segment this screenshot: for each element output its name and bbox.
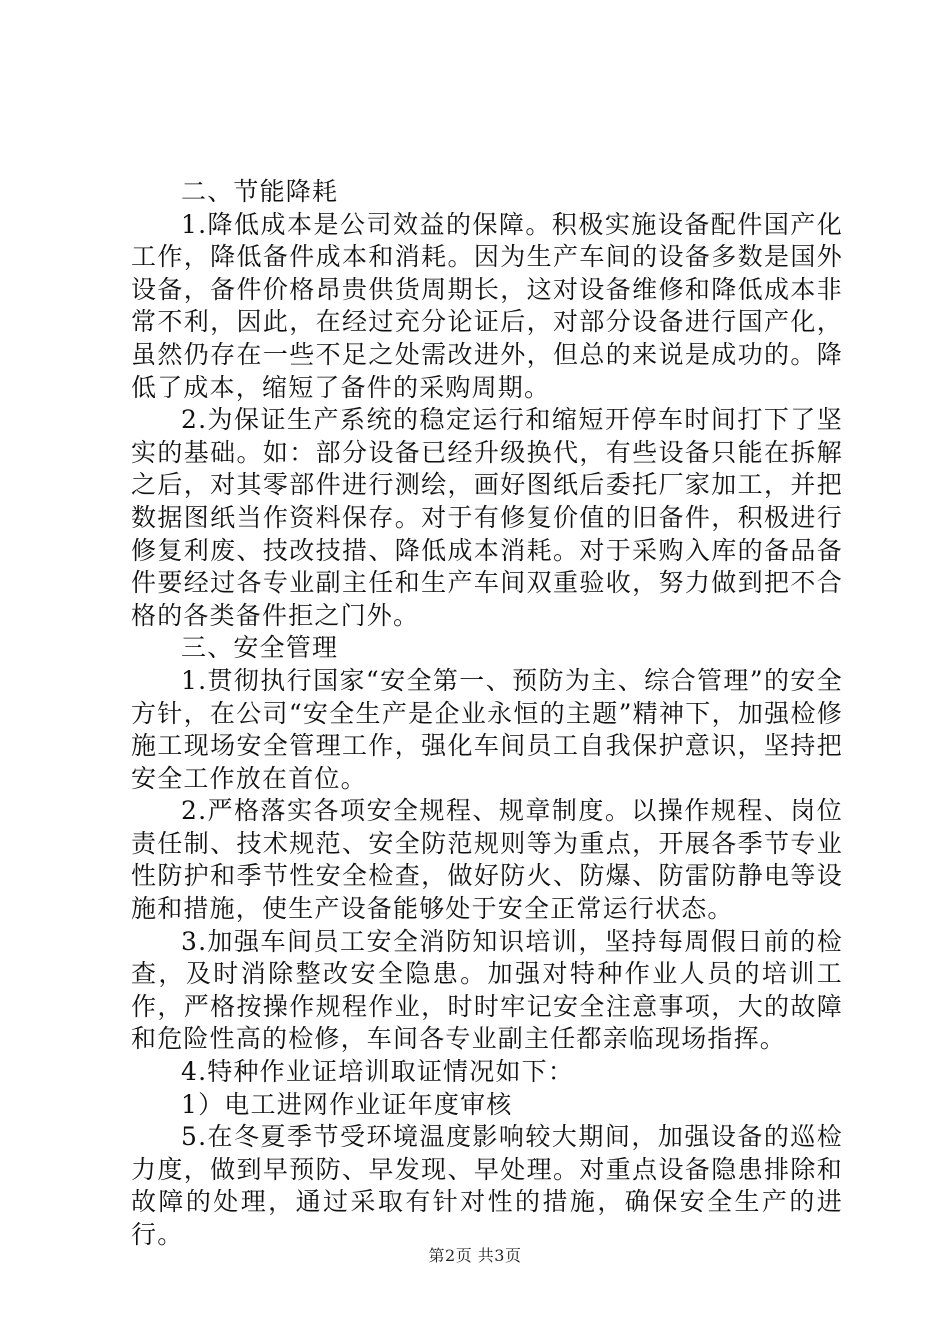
paragraph-safety-policy: 1.贯彻执行国家“安全第一、预防为主、综合管理”的安全方针，在公司“安全生产是企业永恒的主题”精神下，加强检修施工现场安全管理工作，强化车间员工自我保护意识，坚持把安全工作放在首位。 bbox=[131, 665, 843, 793]
list-item-electrician-certificate: 1）电工进网作业证年度审核 bbox=[181, 1089, 513, 1119]
paragraph-seasonal-inspection: 5.在冬夏季节受环境温度影响较大期间，加强设备的巡检力度，做到早预防、早发现、早处理。对重点设备隐患排除和故障的处理，通过采取有针对性的措施，确保安全生产的进行。 bbox=[131, 1122, 843, 1249]
section-heading-energy-saving: 二、节能降耗 bbox=[181, 177, 339, 206]
paragraph-cost-reduction: 1.降低成本是公司效益的保障。积极实施设备配件国产化工作，降低备件成本和消耗。因为生产车间的设备多数是国外设备，备件价格昂贵供货周期长，这对设备维修和降低成本非常不利，因此，在经过充分论证后，对部分设备进行国产化，虽然仍存在一些不足之处需改进外，但总的来说是成功的。降低了成本，缩短了备件的采购周期。 bbox=[131, 209, 843, 402]
document-body bbox=[131, 176, 843, 1252]
section-heading-safety-management: 三、安全管理 bbox=[181, 633, 339, 663]
paragraph-fire-training: 3.加强车间员工安全消防知识培训，坚持每周假日前的检查，及时消除整改安全隐患。加强对特种作业人员的培训工作，严格按操作规程作业，时时牢记安全注意事项，大的故障和危险性高的检修，车间各专业副主任都亲临现场指挥。 bbox=[131, 926, 843, 1054]
paragraph-safety-regulations: 2.严格落实各项安全规程、规章制度。以操作规程、岗位责任制、技术规范、安全防范规则等为重点，开展各季节专业性防护和季节性安全检查，做好防火、防爆、防雷防静电等设施和措施，使生产设备能够处于安全正常运行状态。 bbox=[131, 796, 843, 924]
paragraph-stable-operation: 2.为保证生产系统的稳定运行和缩短开停车时间打下了坚实的基础。如：部分设备已经升级换代，有些设备只能在拆解之后，对其零部件进行测绘，画好图纸后委托厂家加工，并把数据图纸当作资料保存。对于有修复价值的旧备件，积极进行修复利废、技改技措、降低成本消耗。对于采购入库的备品备件要经过各专业副主任和生产车间双重验收，努力做到把不合格的各类备件拒之门外。 bbox=[131, 405, 843, 630]
paragraph-special-certificates: 4.特种作业证培训取证情况如下： bbox=[181, 1057, 575, 1087]
page-number-footer: 第2页 共3页 bbox=[428, 1246, 522, 1265]
